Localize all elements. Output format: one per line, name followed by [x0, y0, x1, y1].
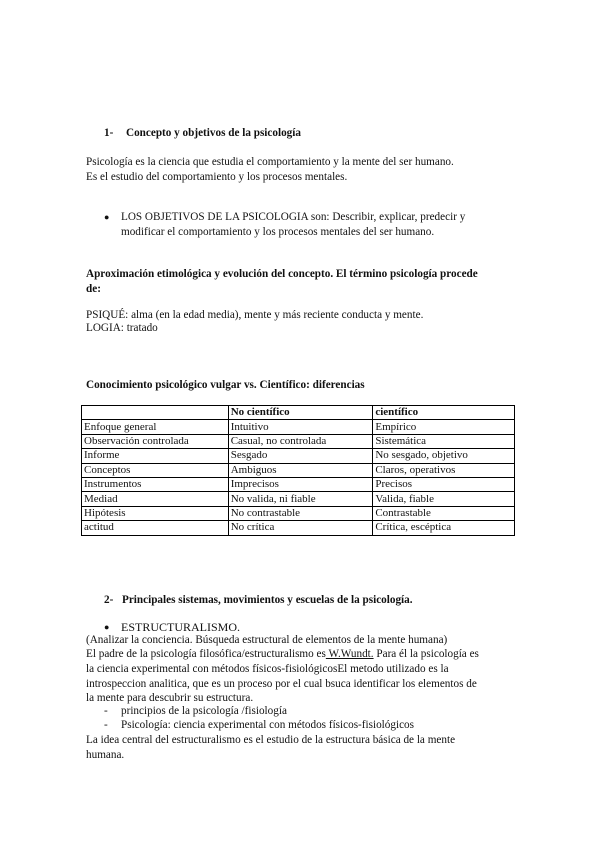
table-cell: Observación controlada	[82, 434, 229, 448]
bullet-icon: ●	[104, 622, 110, 632]
table-cell: Precisos	[373, 477, 515, 491]
table-cell: Crítica, escéptica	[373, 521, 515, 535]
table-cell: No sesgado, objetivo	[373, 449, 515, 463]
father-text-a: El padre de la psicología filosófica/estructuralismo es	[86, 648, 326, 660]
table-header-cell: No científico	[228, 406, 373, 420]
table-cell: Instrumentos	[82, 477, 229, 491]
wundt-link: W.Wundt.	[325, 648, 374, 660]
father-line	[86, 648, 479, 660]
paragraph-line-2: la ciencia experimental con métodos físicos-fisiológicosEl metodo utilizado es la	[86, 663, 449, 675]
table-title: Conocimiento psicológico vulgar vs. Científico: diferencias	[86, 379, 365, 391]
psique-definition: PSIQUÉ: alma (en la edad media), mente y más reciente conducta y mente.	[86, 309, 424, 321]
table-cell: No crítica	[228, 521, 373, 535]
table-cell: Ambiguos	[228, 463, 373, 477]
table-cell: Sesgado	[228, 449, 373, 463]
dash-bullet: -	[104, 719, 108, 731]
structuralism-bullet: ESTRUCTURALISMO.	[121, 620, 241, 634]
table-row	[82, 420, 515, 434]
table-cell: Casual, no controlada	[228, 434, 373, 448]
table-header-row	[82, 406, 515, 420]
paragraph-line-4: la mente para descubrir su estructura.	[86, 692, 254, 704]
objectives-line-2: modificar el comportamiento y los procesos mentales del ser humano.	[121, 226, 435, 238]
idea-line-1: La idea central del estructuralismo es el estudio de la estructura básica de la mente	[86, 734, 456, 746]
table-cell: Informe	[82, 449, 229, 463]
table-cell: Valida, fiable	[373, 492, 515, 506]
table-cell: Imprecisos	[228, 477, 373, 491]
section-2-title: Principales sistemas, movimientos y escuelas de la psicología.	[122, 594, 413, 606]
table-row	[82, 477, 515, 491]
table-cell: Empírico	[373, 420, 515, 434]
dash-bullet: -	[104, 705, 108, 717]
etymology-heading-line-2: de:	[86, 283, 101, 295]
father-text-b: Para él la psicología es	[373, 648, 479, 660]
table-row	[82, 506, 515, 520]
bullet-icon: ●	[104, 212, 110, 222]
section-2-number: 2-	[104, 594, 114, 606]
table-cell: Hipótesis	[82, 506, 229, 520]
table-cell: Intuitivo	[228, 420, 373, 434]
table-cell: Enfoque general	[82, 420, 229, 434]
section-1-number: 1-	[104, 127, 114, 139]
paragraph-line-3: introspeccion analitica, que es un proceso por el cual bsuca identificar los elementos de	[86, 678, 477, 690]
dash-item-2: Psicología: ciencia experimental con métodos físicos-fisiológicos	[121, 719, 414, 731]
table-row	[82, 492, 515, 506]
table-row	[82, 434, 515, 448]
table-cell: Conceptos	[82, 463, 229, 477]
section-1-title: Concepto y objetivos de la psicología	[126, 127, 301, 139]
table-cell: Sistemática	[373, 434, 515, 448]
table-cell: Contrastable	[373, 506, 515, 520]
table-cell: No contrastable	[228, 506, 373, 520]
etymology-heading-line-1: Aproximación etimológica y evolución del concepto. El término psicología procede	[86, 268, 478, 280]
objectives-line-1: LOS OBJETIVOS DE LA PSICOLOGIA son: Describir, explicar, predecir y	[121, 211, 466, 223]
analyze-line: (Analizar la conciencia. Búsqueda estructural de elementos de la mente humana)	[86, 634, 448, 646]
table-cell: Mediad	[82, 492, 229, 506]
table-cell: actitud	[82, 521, 229, 535]
dash-item-1: principios de la psicología /fisiología	[121, 705, 287, 717]
table-header-cell	[82, 406, 229, 420]
table-row	[82, 463, 515, 477]
table-row	[82, 521, 515, 535]
definition-line-1: Psicología es la ciencia que estudia el comportamiento y la mente del ser humano.	[86, 156, 454, 168]
table-cell: No valida, ni fiable	[228, 492, 373, 506]
table-cell: Claros, operativos	[373, 463, 515, 477]
definition-line-2: Es el estudio del comportamiento y los procesos mentales.	[86, 171, 348, 183]
table-row	[82, 449, 515, 463]
idea-line-2: humana.	[86, 749, 125, 761]
comparison-table	[81, 405, 515, 536]
table-header-cell: científico	[373, 406, 515, 420]
logia-definition: LOGIA: tratado	[86, 322, 158, 334]
